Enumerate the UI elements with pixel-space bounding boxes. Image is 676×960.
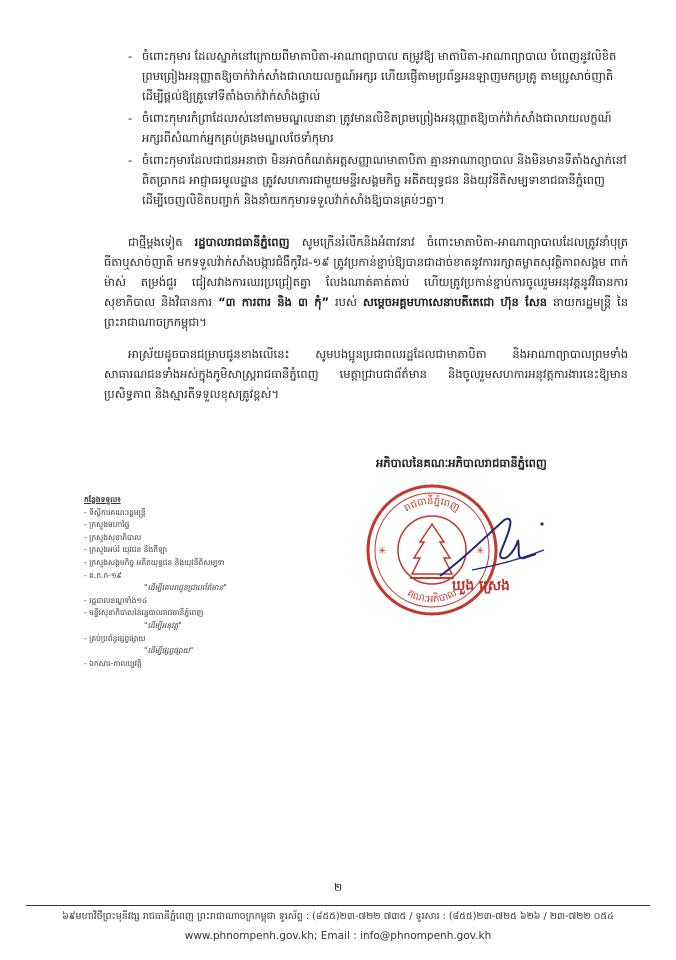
recipient-note: "ដើម្បីផ្សព្វផ្សាយ" — [144, 646, 194, 656]
recipients-heading: កន្លែងទទួល៖ — [84, 495, 121, 504]
recipient-item: - ទីស្តីការគណៈរដ្ឋមន្ត្រី — [84, 507, 146, 517]
closing-paragraph: អាស្រ័យដូចបានជម្រាបជូនខាងលើនេះ សូមបងប្អូនប្រជាពលរដ្ឋដែលជាមាតាបិតា និងអាណាព្យាបាលព្រមទាំងសាធារណជនទាំងអស់ក្នុងភូមិសាស្ត្ររាជធានីភ្នំពេញ មេត្តាជ្រាបជាព័ត៌មាន និងចូលរួមសហការអនុវត្តការងារនេះឱ្យមានប្រសិទ្ធភាព និងស្មារតីទទួលខុសត្រូវខ្ពស់។ — [104, 347, 628, 401]
recipient-item: - គ.ក.ក-១៩ — [84, 570, 122, 580]
email-link[interactable]: info@phnompenh.gov.kh — [360, 930, 492, 942]
recipient-item: - រដ្ឋបាលខណ្ឌទាំង១៤ — [84, 595, 148, 605]
recipient-item: - ឯកសារ-កាលប្បវត្តិ — [84, 658, 142, 668]
recipient-item: - ក្រសួងសង្គមកិច្ច អតីតយុទ្ធជន និងយុវនីតិសម្បទា — [84, 557, 225, 567]
reminder-paragraph: ជាថ្មីម្តងទៀត រដ្ឋបាលរាជធានីភ្នំពេញ សូមក្រើនរំលឹកនិងអំពាវនាវ ចំពោះមាតាបិតា-អាណាព្យាបាលដែលត្រូវនាំបុត្រធីតាឬសាច់ញាតិ មកទទួលវ៉ាក់សាំងបង្ការជំងឺកូវីដ-១៩ ត្រូវប្រកាន់ខ្ជាប់ឱ្យបានជាដាច់ខាតនូវការរក្សាគម្លាតសុវត្ថិភាពសង្គម ពាក់ម៉ាស់ តម្រង់ជួរ ជៀសវាងការឈរប្រជ្រៀតគ្នា លែងណាត់គាត់តាប់ ហើយត្រូវប្រកាន់ខ្ជាប់ការចូលរួមអនុវត្តនូវវិធានការសុខាភិបាល និងវិធានការ “៣ ការពារ និង ៣ កុំ” របស់ សម្តេចអគ្គមហាសេនាបតីតេជោ ហ៊ុន សែន នាយករដ្ឋមន្ត្រី នៃព្រះរាជាណាចក្រកម្ពុជា។ — [104, 235, 628, 329]
seal-bottom-text: គណៈអភិបាល — [405, 587, 459, 606]
bullet-list — [128, 46, 628, 212]
svg-text:✳: ✳ — [378, 546, 387, 557]
footer-contact: www.phnompenh.gov.kh; Email : info@phnompenh.gov.kh — [184, 930, 492, 942]
recipient-item: - គ្រប់ប្រព័ន្ធផ្សព្វផ្សាយ — [84, 633, 146, 643]
bullet-text: ចំពោះកុមារដែលជាជនអនាថា មិនអាចកំណត់អត្តសញ្ញាណមាតាបិតា គ្មានអាណាព្យាបាល និងមិនមានទីតាំងស្នាក់នៅពិតប្រាកដ អាជ្ញាធរមូលដ្ឋាន ត្រូវសហការជាមួយមន្ទីរសង្គមកិច្ច អតីតយុទ្ធជន និងយុវនីតិសម្បទាខាជធានីភ្នំពេញ ដើម្បីចេញលិខិតបញ្ជាក់ និងនាំយកកុមារទទួលវ៉ាក់សាំងឱ្យបានគ្រប់ៗគ្នា។ — [142, 153, 627, 207]
footer-divider — [26, 905, 650, 906]
recipient-item: - មន្ទីរសុខាភិបាលនៃរដ្ឋបាលរាជធានីភ្នំពេញ — [84, 608, 204, 618]
bullet-item — [128, 46, 628, 106]
signatory-name: ឃួង ស្រេង — [452, 578, 510, 594]
bullet-text: ចំពោះកុមារកំព្រាដែលរស់នៅតាមមណ្ឌលនានា ត្រូវមានលិខិតព្រមព្រៀងអនុញ្ញាតឱ្យចាក់វ៉ាក់សាំងជាលាយលក្ខណ៍អក្សរពីសំណាក់អ្នកគ្រប់គ្រងមណ្ឌលថែទាំកុមារ — [142, 111, 612, 145]
bullet-item — [128, 150, 628, 210]
three-dos-three-donts: “៣ ការពារ និង ៣ កុំ” — [218, 295, 330, 309]
signatory-title: អភិបាលនៃគណៈអភិបាលរាជធានីភ្នំពេញ — [376, 456, 547, 470]
seal-top-text: រាជធានីភ្នំពេញ — [402, 495, 462, 515]
website-link[interactable]: www.phnompenh.gov.kh — [184, 930, 314, 942]
bullet-item — [128, 108, 628, 148]
recipient-item: - ក្រសួងមហាផ្ទៃ — [84, 520, 130, 530]
bullet-dash: - — [128, 49, 133, 63]
recipient-note: "ដើម្បីអនុវត្ត" — [144, 620, 182, 630]
city-hall-name: រដ្ឋបាលរាជធានីភ្នំពេញ — [194, 235, 290, 249]
bullet-dash: - — [128, 111, 133, 125]
page-number: ២ — [333, 881, 343, 894]
recipient-item: - ក្រសួងសុខាភិបាល — [84, 532, 142, 542]
recipients-list — [84, 494, 324, 670]
recipient-note: "ដើម្បីគោរពជូនជ្រាបព័ត៌មាន" — [144, 583, 227, 593]
bullet-dash: - — [128, 153, 133, 167]
prime-minister-name: សម្តេចអគ្គមហាសេនាបតីតេជោ ហ៊ុន សែន — [362, 295, 547, 309]
recipient-item: - ក្រសួងអប់រំ យុវជន និងកីឡា — [84, 545, 168, 555]
svg-text:✳: ✳ — [476, 546, 485, 557]
bullet-text: ចំពោះកុមារ ដែលស្នាក់នៅក្រោយពីមាតាបិតា-អាណាព្យាបាល តម្រូវឱ្យ មាតាបិតា-អាណាព្យាបាល បំពេញនូវលិខិតព្រមព្រៀងអនុញ្ញាតឱ្យចាក់វ៉ាក់សាំងជាលាយលក្ខណ៍អក្សរ ហើយផ្ញើតាមប្រព័ន្ធអនឡាញមកប្រគ្រូ តាមប្រូសាច់ញាតិ ដើម្បីផ្តល់ឱ្យគ្រូទៅទីតាំងចាក់វ៉ាក់សាំងផ្ទាល់ — [142, 49, 617, 103]
footer-address: ៦៩មហាវិថីព្រះមុនីវង្ស រាជធានីភ្នំពេញ ព្រះរាជាណាចក្រកម្ពុជា ទូរស័ព្ទ : (៨៥៥)២៣-៧២២ ៧៣៥ / ទូរសារ : (៨៥៥)២៣-៧២៥ ៦២៦ / ២៣-៧២២ ០៥៤ — [62, 911, 614, 922]
